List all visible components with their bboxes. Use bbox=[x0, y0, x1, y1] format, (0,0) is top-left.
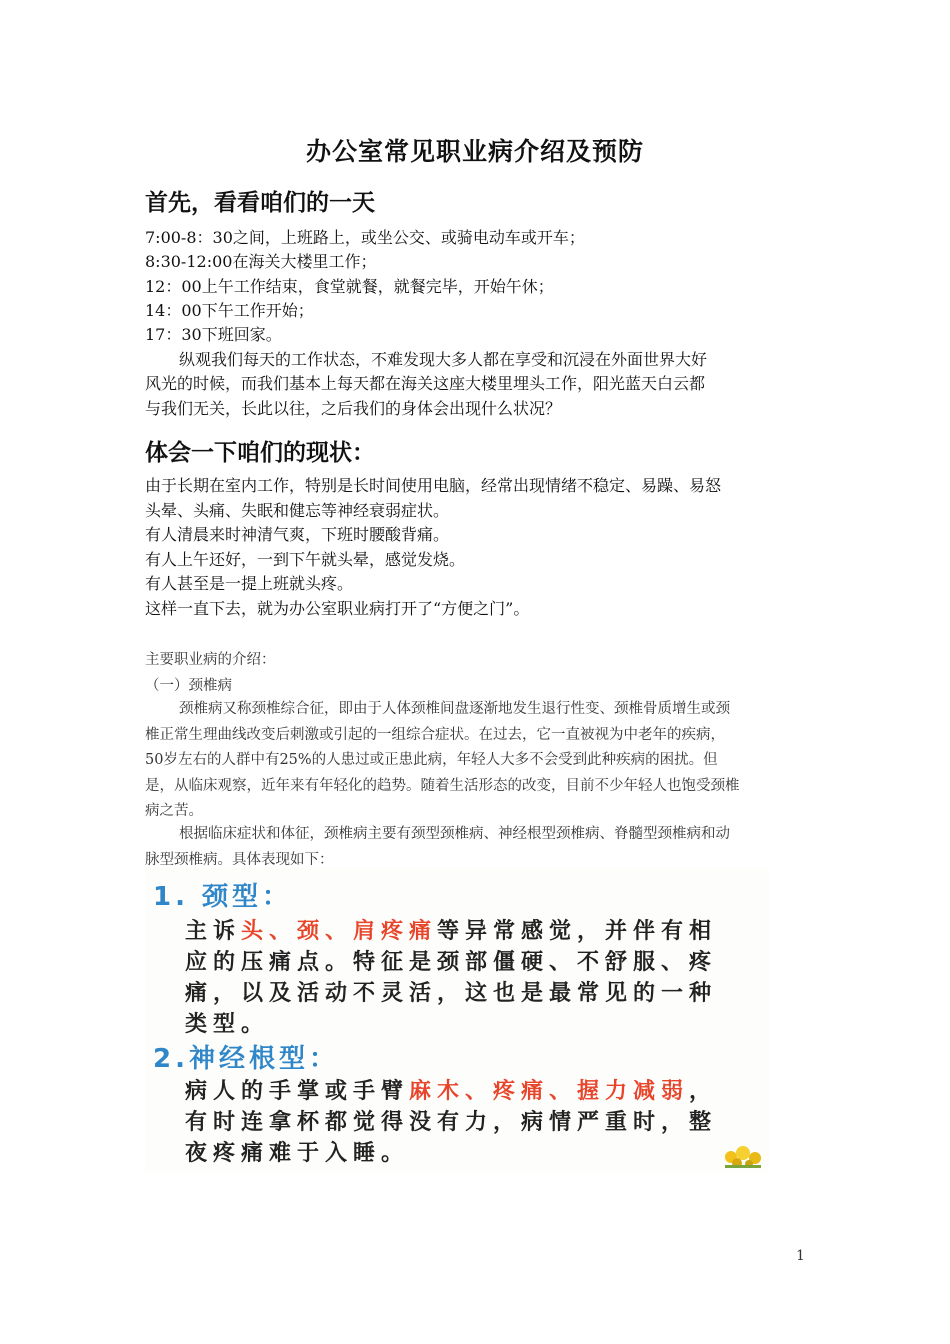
figure-line bbox=[185, 1076, 765, 1107]
status-line: 由于长期在室内工作，特别是长时间使用电脑，经常出现情绪不稳定、易躁、易怒 bbox=[145, 476, 722, 495]
paragraph-line: 脉型颈椎病。具体表现如下： bbox=[145, 851, 334, 868]
section3-label: 主要职业病的介绍： bbox=[145, 652, 276, 668]
figure-highlight: 麻木、疼痛、握力减弱 bbox=[409, 1079, 690, 1104]
paragraph-line: 纵观我们每天的工作状态，不难发现大多人都在享受和沉浸在外面世界大好 bbox=[179, 350, 708, 369]
section1-schedule bbox=[145, 226, 815, 347]
status-line: 这样一直下去，就为办公室职业病打开了“方便之门”。 bbox=[145, 598, 530, 618]
figure-line bbox=[185, 916, 765, 947]
section3-sublabel: （一）颈椎病 bbox=[145, 677, 232, 694]
type1-heading: 1. 颈型： bbox=[153, 882, 293, 912]
status-line: 有人上午还好，一到下午就头晕，感觉发烧。 bbox=[145, 549, 466, 569]
section1-heading: 首先，看看咱们的一天 bbox=[145, 189, 375, 216]
paragraph-line: 颈椎病又称颈椎综合征，即由于人体颈椎间盘逐渐地发生退行性变、颈椎骨质增生或颈 bbox=[179, 701, 730, 717]
figure-line: 类型。 bbox=[185, 1012, 270, 1037]
section3-paragraph2 bbox=[145, 822, 810, 873]
type2-heading: 2.神经根型： bbox=[153, 1044, 339, 1074]
section1-paragraph bbox=[145, 348, 815, 421]
paragraph-line: 病之苦。 bbox=[145, 803, 203, 819]
page-number: 1 bbox=[796, 1248, 805, 1264]
schedule-line: 17：30下班回家。 bbox=[145, 325, 282, 345]
figure-line: 应的压痛点。特征是颈部僵硬、不舒服、疼 bbox=[185, 950, 718, 975]
cervical-types-figure bbox=[145, 868, 769, 1173]
schedule-line: 8:30-12:00在海关大楼里工作； bbox=[145, 252, 377, 272]
flower-icon bbox=[721, 1143, 765, 1169]
section2-heading: 体会一下咱们的现状： bbox=[145, 439, 375, 466]
type2-text bbox=[185, 1076, 765, 1169]
figure-line: 痛，以及活动不灵活，这也是最常见的一种 bbox=[185, 981, 718, 1006]
schedule-line: 12：00上午工作结束，食堂就餐，就餐完毕，开始午休； bbox=[145, 276, 554, 296]
paragraph-line: 50岁左右的人群中有25%的人患过或正患此病，年轻人大多不会受到此种疾病的困扰。但 bbox=[145, 752, 718, 768]
paragraph-line: 与我们无关，长此以往，之后我们的身体会出现什么状况？ bbox=[145, 398, 562, 418]
figure-line: 有时连拿杯都觉得没有力，病情严重时，整 bbox=[185, 1110, 718, 1135]
figure-line: 夜疼痛难于入睡。 bbox=[185, 1141, 410, 1166]
paragraph-line: 根据临床症状和体征，颈椎病主要有颈型颈椎病、神经根型颈椎病、脊髓型颈椎病和动 bbox=[179, 826, 730, 842]
figure-highlight: 头、颈、肩疼痛 bbox=[241, 919, 438, 944]
figure-text: 主诉 bbox=[185, 919, 242, 944]
paragraph-line: 是，从临床观察，近年来有年轻化的趋势。随着生活形态的改变，目前不少年轻人也饱受颈椎 bbox=[145, 777, 740, 794]
status-line: 有人甚至是一提上班就头疼。 bbox=[145, 574, 354, 593]
paragraph-line: 风光的时候，而我们基本上每天都在海关这座大楼里埋头工作，阳光蓝天白云都 bbox=[145, 374, 706, 394]
figure-text: 等异常感觉，并伴有相 bbox=[437, 919, 718, 944]
status-line: 有人清晨来时神清气爽，下班时腰酸背痛。 bbox=[145, 525, 450, 544]
paragraph-line: 椎正常生理曲线改变后刺激或引起的一组综合症状。在过去，它一直被视为中老年的疾病， bbox=[145, 726, 725, 743]
status-line: 头晕、头痛、失眠和健忘等神经衰弱症状。 bbox=[145, 500, 450, 520]
document-title: 办公室常见职业病介绍及预防 bbox=[305, 137, 644, 166]
section2-body bbox=[145, 474, 815, 621]
figure-text: ， bbox=[689, 1079, 718, 1104]
section3-labels bbox=[145, 648, 810, 699]
schedule-line: 14：00下午工作开始； bbox=[145, 300, 314, 320]
figure-text: 病人的手掌或手臂 bbox=[185, 1079, 410, 1104]
section3-paragraph1 bbox=[145, 697, 810, 825]
type1-text bbox=[185, 916, 765, 1040]
schedule-line: 7:00-8：30之间，上班路上，或坐公交、或骑电动车或开车； bbox=[145, 228, 585, 247]
